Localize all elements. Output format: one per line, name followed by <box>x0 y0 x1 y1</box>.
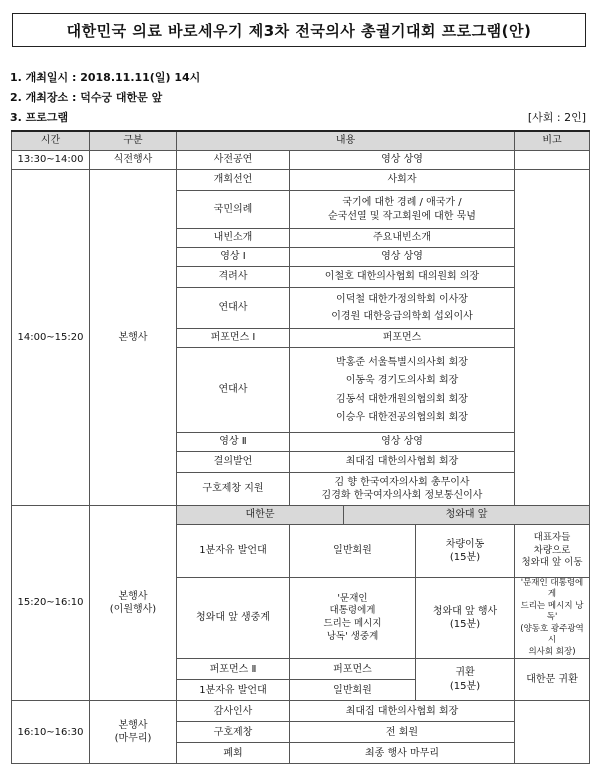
header-note: 비고 <box>515 131 590 151</box>
category-cell: 식전행사 <box>90 151 177 170</box>
note-line: '문재인 대통령에게 <box>520 578 584 600</box>
item-cell: 1분자유 발언대 <box>177 680 290 701</box>
time-cell: 15:20~16:10 <box>12 506 90 701</box>
event-date: 1. 개최일시 : 2018.11.11(일) 14시 <box>10 71 201 84</box>
category-cell: 본행사 <box>90 170 177 506</box>
note-line: 드리는 메시지 낭독' <box>520 600 584 623</box>
desc-cell <box>290 473 515 506</box>
item-cell: 격려사 <box>177 267 290 288</box>
document-title: 대한민국 의료 바로세우기 제3차 전국의사 총궐기대회 프로그램(안) <box>66 21 532 40</box>
note-cell <box>515 525 590 578</box>
right-item-cell <box>416 578 515 659</box>
desc-cell <box>290 288 515 329</box>
desc-line: 김동석 대한개원의협의회 회장 <box>336 393 468 405</box>
event-place: 2. 개최장소 : 덕수궁 대한문 앞 <box>10 91 163 104</box>
note-line: 청와대 앞 이동 <box>521 557 583 569</box>
desc-line: 이덕철 대한가정의학회 이사장 <box>336 293 468 305</box>
desc-line: 국기에 대한 경례 / 애국가 / <box>342 197 462 208</box>
right-line: (15분) <box>449 619 481 631</box>
item-cell: 구호제창 지원 <box>177 473 290 506</box>
document-title-box <box>12 13 586 47</box>
desc-cell <box>290 348 515 433</box>
item-cell: 연대사 <box>177 348 290 433</box>
desc-cell: 이철호 대한의사협회 대의원회 의장 <box>290 267 515 288</box>
split-header-right: 청와대 앞 <box>344 506 590 525</box>
mc-note: [사회 : 2인] <box>527 111 586 124</box>
desc-cell: 최종 행사 마무리 <box>290 743 515 764</box>
desc-cell: 일반회원 <box>290 680 416 701</box>
desc-cell: 영상 상영 <box>290 151 515 170</box>
note-line: 대표자들 <box>533 531 571 543</box>
desc-line: 순국선열 및 작고회원에 대한 묵념 <box>328 210 476 222</box>
time-cell: 14:00~15:20 <box>12 170 90 506</box>
note-line: 차량으로 <box>533 544 571 556</box>
note-line: 의사회 회장) <box>528 646 576 657</box>
item-cell: 폐회 <box>177 743 290 764</box>
item-cell: 사전공연 <box>177 151 290 170</box>
desc-cell <box>290 578 416 659</box>
category-cell <box>90 701 177 764</box>
right-line: 청와대 앞 행사 <box>432 605 498 617</box>
desc-line: 드리는 메시지 <box>323 618 382 630</box>
program-table <box>11 130 590 764</box>
item-cell: 연대사 <box>177 288 290 329</box>
split-header-left: 대한문 <box>177 506 344 525</box>
desc-cell: 전 회원 <box>290 722 515 743</box>
right-line: (15분) <box>449 552 481 563</box>
category-line: (이원행사) <box>109 604 157 616</box>
note-line: (양동호 광주광역시 <box>520 623 584 646</box>
desc-cell <box>290 191 515 229</box>
desc-cell: 사회자 <box>290 170 515 191</box>
time-cell: 16:10~16:30 <box>12 701 90 764</box>
table-row <box>12 506 590 525</box>
desc-line: 김경화 한국여자의사회 정보통신이사 <box>321 490 483 501</box>
time-cell: 13:30~14:00 <box>12 151 90 170</box>
item-cell: 1분자유 발언대 <box>177 525 290 578</box>
item-cell: 영상 Ⅱ <box>177 433 290 452</box>
desc-cell: 영상 상영 <box>290 433 515 452</box>
desc-line: 박홍준 서울특별시의사회 회장 <box>336 356 468 368</box>
item-cell: 개회선언 <box>177 170 290 191</box>
right-line: 귀환 <box>455 667 475 679</box>
desc-line: 낭독' 생중계 <box>326 630 379 642</box>
desc-line: '문재인 <box>337 592 368 604</box>
desc-cell: 일반회원 <box>290 525 416 578</box>
category-line: (마무리) <box>114 733 152 745</box>
table-row <box>12 151 590 170</box>
right-line: (15분) <box>449 680 481 692</box>
program-heading: 3. 프로그램 <box>10 111 69 124</box>
desc-line: 김 향 한국여자의사회 총무이사 <box>334 476 470 488</box>
desc-line: 이동욱 경기도의사회 회장 <box>345 375 459 386</box>
note-cell <box>515 701 590 764</box>
item-cell: 내빈소개 <box>177 229 290 248</box>
desc-cell: 퍼포먼스 <box>290 659 416 680</box>
item-cell: 영상 Ⅰ <box>177 248 290 267</box>
category-line: 본행사 <box>118 719 148 731</box>
item-cell: 감사인사 <box>177 701 290 722</box>
desc-cell: 최대집 대한의사협회 회장 <box>290 452 515 473</box>
header-time: 시간 <box>12 131 90 151</box>
table-row <box>12 170 590 191</box>
note-cell <box>515 578 590 659</box>
item-cell: 퍼포먼스 Ⅰ <box>177 329 290 348</box>
right-item-cell <box>416 525 515 578</box>
note-cell: 대한문 귀환 <box>515 659 590 701</box>
category-cell <box>90 506 177 701</box>
header-content: 내용 <box>177 131 515 151</box>
category-line: 본행사 <box>118 590 148 602</box>
right-line: 차량이동 <box>445 538 485 550</box>
right-item-cell <box>416 659 515 701</box>
item-cell: 청와대 앞 생중계 <box>177 578 290 659</box>
desc-cell: 주요내빈소개 <box>290 229 515 248</box>
item-cell: 국민의례 <box>177 191 290 229</box>
item-cell: 퍼포먼스 Ⅱ <box>177 659 290 680</box>
desc-cell: 영상 상영 <box>290 248 515 267</box>
header-category: 구분 <box>90 131 177 151</box>
table-row <box>12 701 590 722</box>
desc-line: 이경원 대한응급의학회 섭외이사 <box>331 311 473 322</box>
item-cell: 구호제창 <box>177 722 290 743</box>
desc-cell: 최대집 대한의사협회 회장 <box>290 701 515 722</box>
desc-line: 대통령에게 <box>329 605 376 617</box>
desc-line: 이승우 대한전공의협의회 회장 <box>336 412 468 423</box>
note-cell <box>515 151 590 170</box>
item-cell: 결의발언 <box>177 452 290 473</box>
desc-cell: 퍼포먼스 <box>290 329 515 348</box>
note-cell <box>515 170 590 506</box>
